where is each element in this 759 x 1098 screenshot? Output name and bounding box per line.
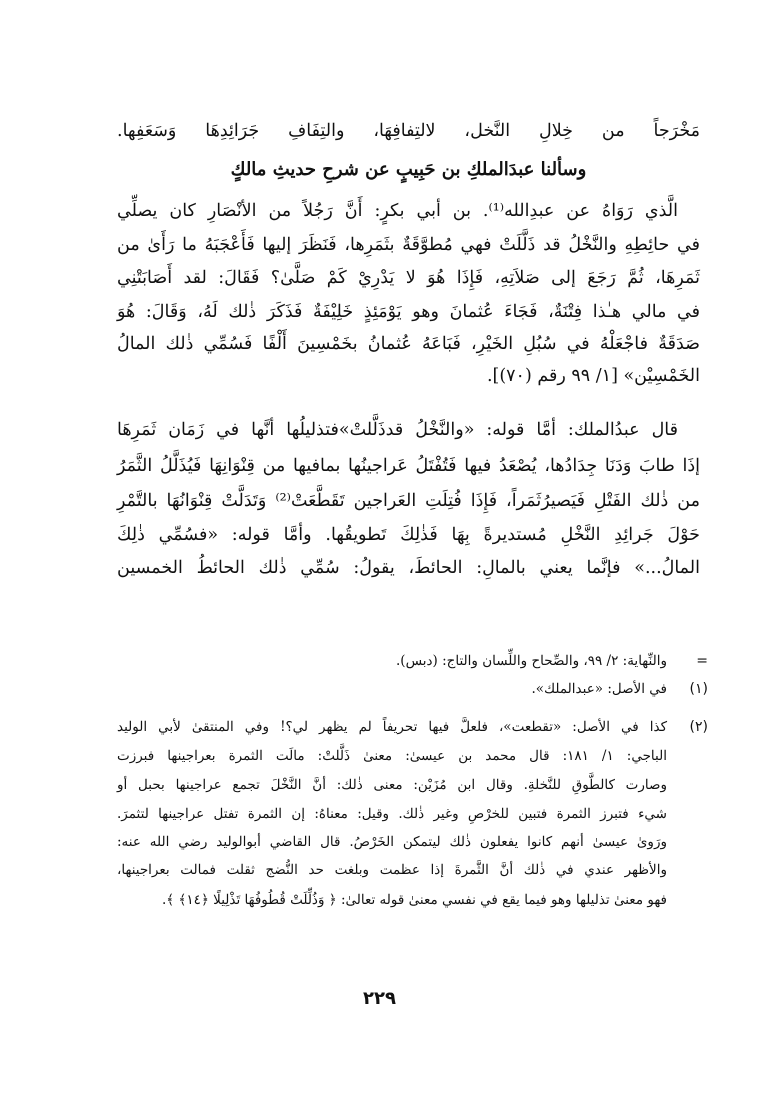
section-heading: وسألنا عبدَالملكِ بن حَبِيبٍ عن شرحِ حديثِ مالكٍ — [230, 159, 587, 180]
text-line: في مالي هـٰذا فِتْنَةٌ، فَجَاءَ عُثمانَ وهو يَوْمَئِذٍ خَلِيْفَةٌ فَذَكَرَ ذٰلك لَهُ، وَقَالَ: هُوَ — [117, 302, 700, 322]
text-line: حَوْلَ جَرائِدِ النَّخْلِ مُستديرةً بِهَا فَذٰلِكَ تَطويقُها. وأمَّا قوله: «فسُمِّي ذٰلِكَ — [117, 525, 700, 545]
text-line: الَّذي رَوَاهُ عن عبدِالله⁽¹⁾. بن أبي بكرٍ: أَنَّ رَجُلاً من الأنْصَارِ كان يصلِّي — [117, 201, 678, 221]
footnote-line: فهو معنىٰ تذليلها وهو فيما يقع في نفسي معنىٰ قوله تعالىٰ: ﴿ وَذُلِّلَتْ قُطُوفُهَا تَذْلِيلًا ﴿١٤﴾ ﴾. — [162, 892, 667, 908]
footnote-line: في الأصل: «عبدالملك». — [531, 681, 667, 697]
footnote-line: والأظهر عندي في ذٰلك أنَّ الثَّمرةَ إذا عظمت وبلغت حد النُّضج ثقلت فمالت بعراجينها، — [117, 862, 667, 878]
text-line: قال عبدُالملك: أمَّا قوله: «والنَّخْلُ قدذَلَّلتْ»فتذليلُها أنَّها في زَمَان ثَمَرِهَا — [117, 420, 678, 440]
footnote-line: وصارت كالطَّوقِ للنَّخلةِ. وقال ابن مُزَيْن: معنى ذٰلك: أنَّ النَّخْلَ تجمع عراجينها بحبل أو — [117, 777, 667, 793]
text-line: إذَا طابَ وَدَنَا جِدَادُها، يُصْعَدُ فيها فَتُفْتَلُ عَراجينُها بمافيها من قِنْوَانِهَا فَيُذَلَّلُ الثَّمَرُ — [117, 456, 700, 476]
text-line: من ذٰلك الفَتْلِ فَيَصيرُثَمَراً، فَإِذَا فُتِلَتِ العَراجين تَقَطَّعَتْ⁽²⁾ وَتَدَلَّتْ قِنْوَانُهَا بالتَّمْرِ — [117, 491, 700, 511]
footnote-line: شيء فتبرز الثمرة فتبين للخرْصِ وغير ذٰلك. وقيل: معناهُ: إن الثمرة تفتل عراجينها لتثمرَ. — [117, 806, 667, 822]
footnote-line: الباجي: ١/ ١٨١: قال محمد بن عيسىٰ: معنىٰ ذَلَّلتْ: مالَت الثمرة بعراجينها فبرزت — [117, 748, 667, 764]
text-line: مَخْرَجاً من خِلالِ النَّخل، لالتِفافِهَا، والتِفَافِ جَرَائِدِهَا وَسَعَفِها. — [117, 121, 700, 141]
page-number: ٢٢٩ — [363, 988, 396, 1009]
footnote-line: ورَوىٰ عيسىٰ أنهم كانوا يفعلون ذٰلك ليتمكن الخَرْصُ. قال القاضي أبوالوليد رضي الله عنه: — [117, 834, 667, 850]
footnote-mark: (١) — [689, 681, 708, 697]
footnote-line: كذا في الأصل: «تقطعت»، فلعلَّ فيها تحريفاً لم يظهر لي؟! وفي المنتقىٰ لأبي الوليد — [117, 719, 667, 735]
footnote-continuation-mark: = — [696, 653, 708, 669]
text-line: صَدَقَةٌ فاجْعَلْهُ في سُبُلِ الخَيْرِ، فَبَاعَهُ عُثمانُ بخَمْسِينَ أَلْفًا فَسُمِّي ذٰلك المالُ — [117, 334, 700, 354]
text-line: في حائِطِهِ والنَّخْلُ قد ذَلَّلَتْ فهي مُطوَّقَةٌ بثَمَرِها، فَنَظَرَ إليها فَأَعْجَبَهُ ما رَأَىٰ من — [117, 235, 700, 255]
text-line: ثَمَرِهَا، ثُمَّ رَجَعَ إلى صَلاَتِهِ، فَإِذَا هُوَ لا يَدْرِيْ كَمْ صَلَّىٰ؟ فَقَالَ: لقد أَصَابَتْنِي — [117, 268, 700, 288]
text-line: المالُ...» فإنَّما يعني بالمالِ: الحائطَ، يقولُ: سُمِّي ذٰلك الحائطُ الخمسين — [117, 558, 700, 578]
footnote-continuation: والنِّهاية: ٢/ ٩٩، والصِّحاح واللِّسان والتاج: (دبس). — [396, 653, 667, 669]
text-line: الخَمْسِيْن» [١/ ٩٩ رقم (٧٠)]. — [486, 366, 700, 386]
footnote-mark: (٢) — [689, 719, 708, 735]
